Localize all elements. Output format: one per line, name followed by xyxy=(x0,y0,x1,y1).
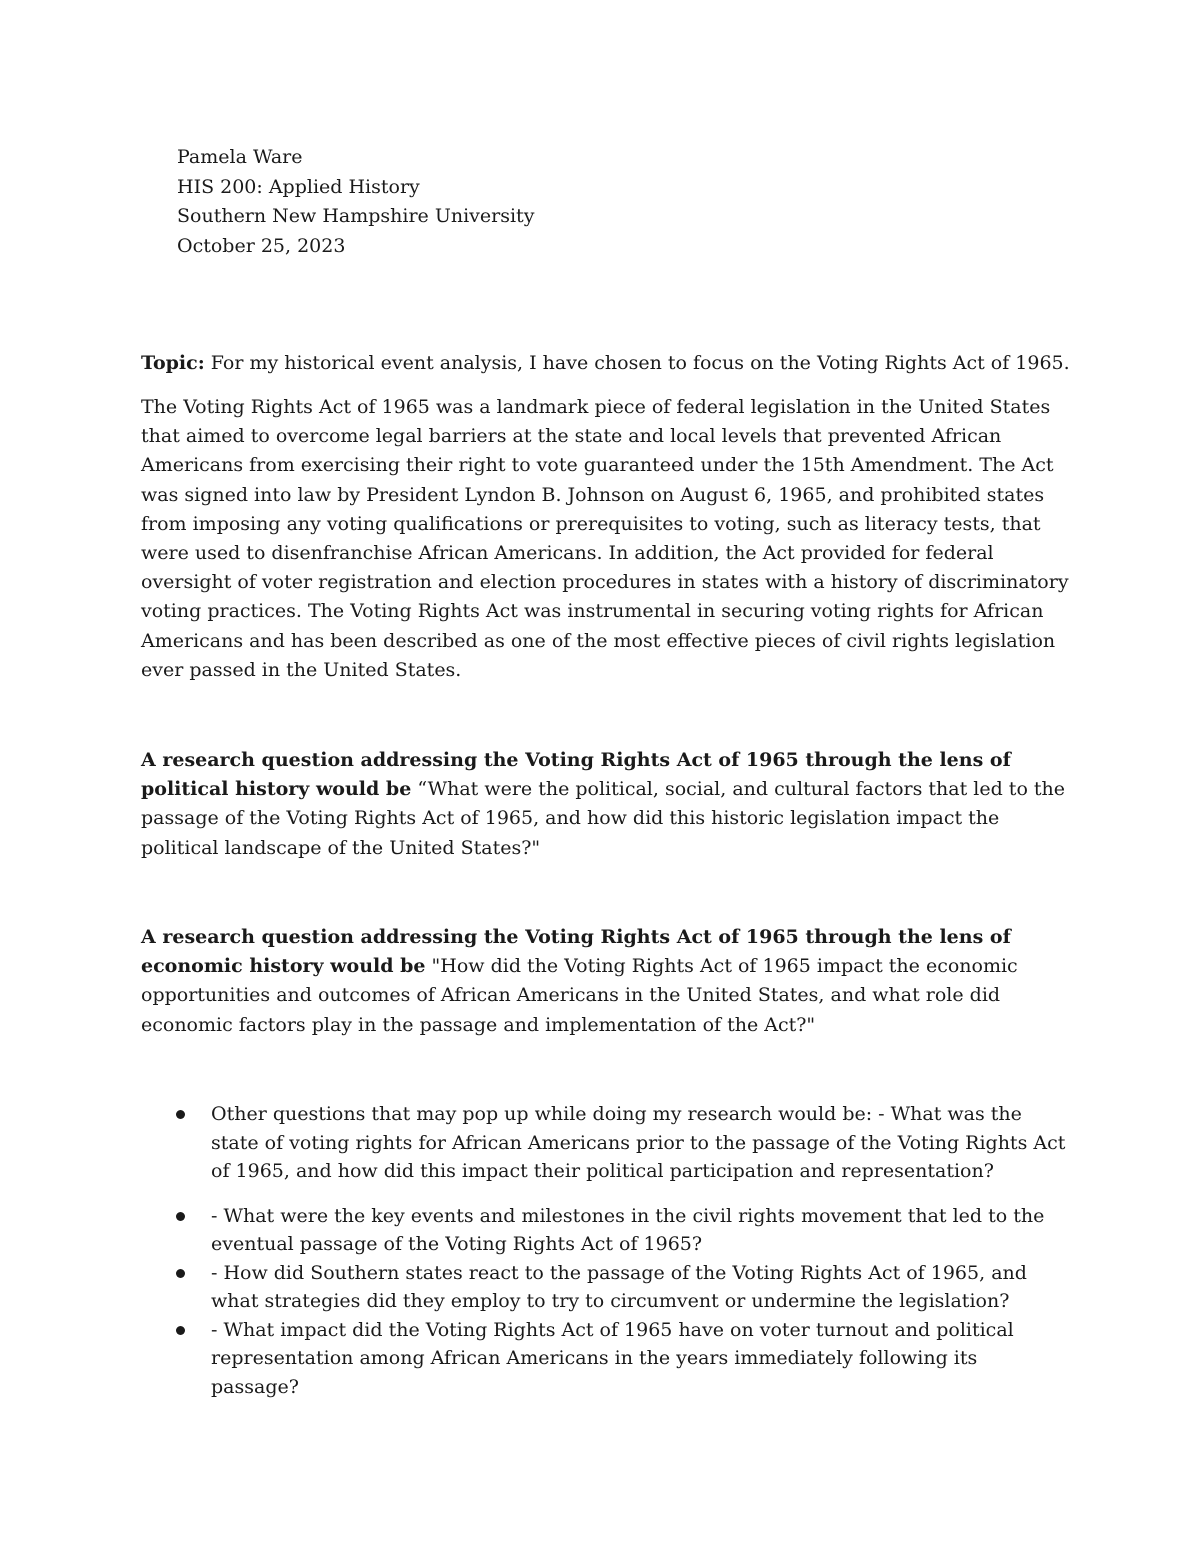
author-name: Pamela Ware xyxy=(177,146,303,168)
bullet-icon xyxy=(176,1110,185,1119)
list-item xyxy=(141,1100,1071,1186)
bullet-icon xyxy=(176,1212,185,1221)
bullet-icon xyxy=(176,1269,185,1278)
political-question-lead: A research question addressing the Voting Rights Act of 1965 through the lens of political history would be xyxy=(141,749,1011,801)
summary-paragraph xyxy=(141,393,1071,685)
topic-line xyxy=(141,349,1071,378)
list-item xyxy=(141,1202,1071,1259)
list-item xyxy=(141,1316,1071,1402)
list-item-text: - What impact did the Voting Rights Act of 1965 have on voter turnout and political representation among African Americans in the years immediately following its passage? xyxy=(211,1318,1014,1398)
political-question-text: “What were the political, social, and cultural factors that led to the passage of the Voting Rights Act of 1965, and how did this historic legislation impact the political landscape of the United States?" xyxy=(141,778,1066,859)
list-item-text: - How did Southern states react to the passage of the Voting Rights Act of 1965, and what strategies did they employ to try to circumvent or undermine the legislation? xyxy=(211,1261,1027,1312)
economic-question-lead: A research question addressing the Voting Rights Act of 1965 through the lens of economic history would be xyxy=(141,926,1011,978)
economic-question-paragraph xyxy=(141,923,1071,1040)
other-questions-list xyxy=(141,1100,1071,1401)
political-question-paragraph xyxy=(141,746,1071,863)
school-name: Southern New Hampshire University xyxy=(177,205,535,227)
bullet-icon xyxy=(176,1326,185,1335)
document-date: October 25, 2023 xyxy=(177,234,346,257)
author-header xyxy=(177,143,534,261)
topic-label: Topic: xyxy=(141,352,205,374)
topic-text: For my historical event analysis, I have chosen to focus on the Voting Rights Act of 1965. xyxy=(204,352,1070,374)
list-item-text: Other questions that may pop up while doing my research would be: - What was the state of voting rights for African Americans prior to the passage of the Voting Rights Act of 1965, and how did this impact their political participation and representation? xyxy=(211,1103,1066,1182)
course-name: HIS 200: Applied History xyxy=(177,175,420,198)
summary-text: The Voting Rights Act of 1965 was a landmark piece of federal legislation in the United States that aimed to overcome legal barriers at the state and local levels that prevented African Americans from exercising their right to vote guaranteed under the 15th Amendment. The Act was signed into law by President Lyndon B. Johnson on August 6, 1965, and prohibited states from imposing any voting qualifications or prerequisites to voting, such as literacy tests, that were used to disenfranchise African Americans. In addition, the Act provided for federal oversight of voter registration and election procedures in states with a history of discriminatory voting practices. The Voting Rights Act was instrumental in securing voting rights for African Americans and has been described as one of the most effective pieces of civil rights legislation ever passed in the United States. xyxy=(141,396,1069,681)
economic-question-text: "How did the Voting Rights Act of 1965 impact the economic opportunities and outcomes of African Americans in the United States, and what role did economic factors play in the passage and implementation of the Act?" xyxy=(141,955,1018,1036)
list-item xyxy=(141,1259,1071,1316)
list-item-text: - What were the key events and milestones in the civil rights movement that led to the eventual passage of the Voting Rights Act of 1965? xyxy=(211,1204,1045,1255)
